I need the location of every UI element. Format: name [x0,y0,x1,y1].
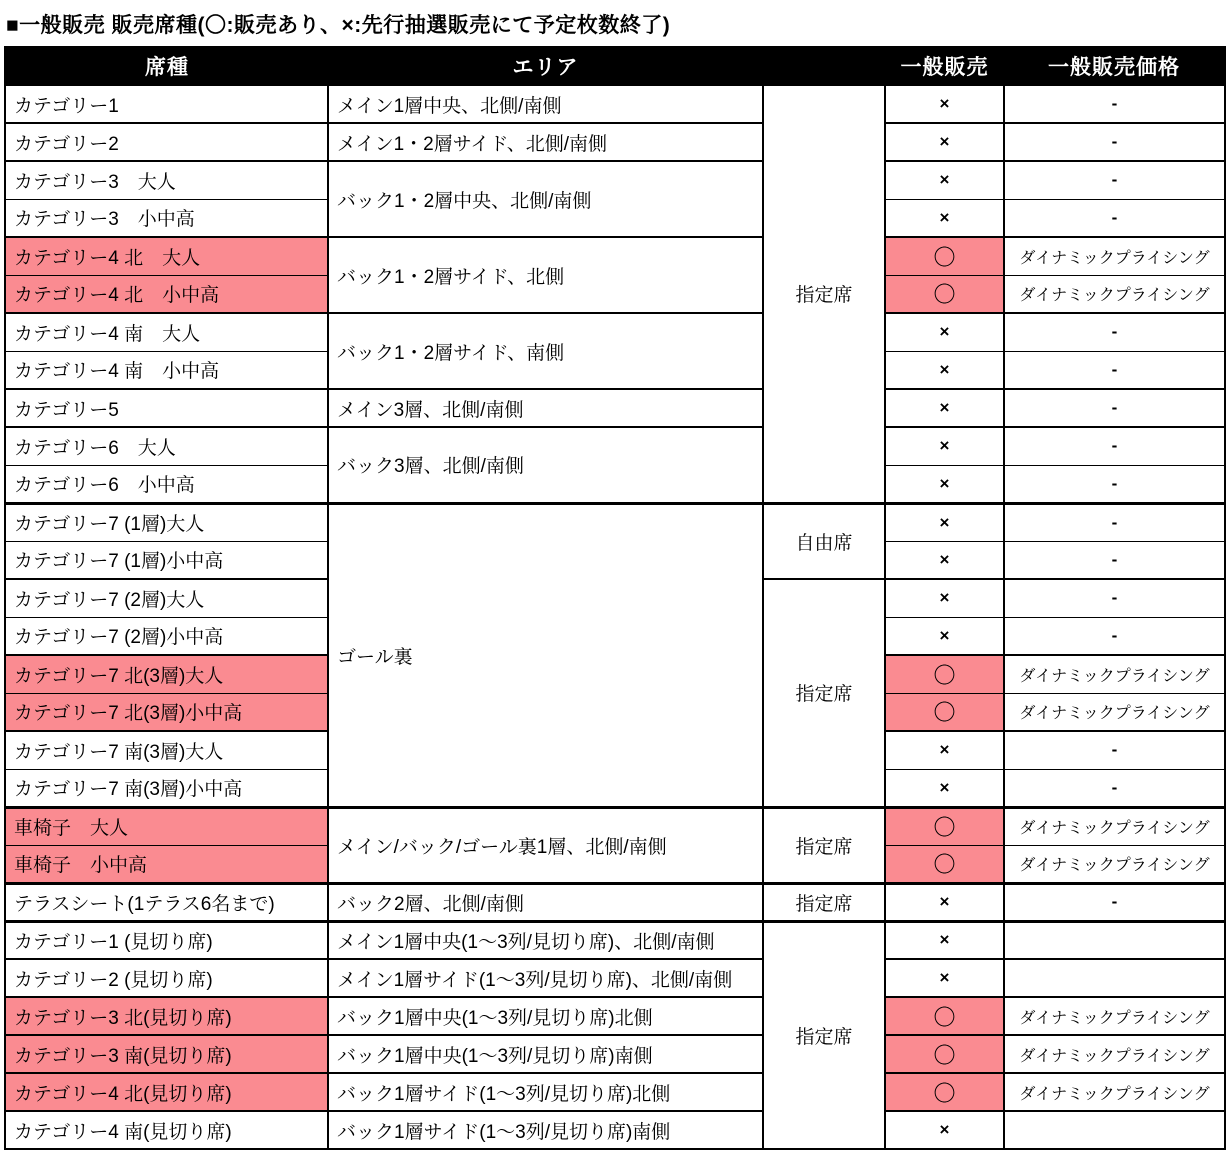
table-row-highlighted [5,807,1225,845]
price-cell [1004,1111,1225,1149]
seat-cell: カテゴリー7 南(3層)大人 [5,731,328,769]
area-cell: メイン1層サイド(1〜3列/見切り席)、北側/南側 [328,959,763,997]
price-cell: - [1004,465,1225,503]
area-cell: バック1層中央(1〜3列/見切り席)南側 [328,1035,763,1073]
price-cell: - [1004,541,1225,579]
sale-cell: × [885,769,1004,807]
sale-cell: × [885,883,1004,921]
col-header-class [763,47,885,85]
table-row [5,1111,1225,1149]
seat-cell: カテゴリー7 南(3層)小中高 [5,769,328,807]
table-row [5,313,1225,351]
seat-cell: 車椅子 小中高 [5,845,328,883]
price-cell: - [1004,313,1225,351]
sale-cell: × [885,389,1004,427]
area-cell: メイン3層、北側/南側 [328,389,763,427]
seat-cell: カテゴリー4 北 大人 [5,237,328,275]
seat-cell: カテゴリー7 (2層)小中高 [5,617,328,655]
table-row [5,959,1225,997]
sale-cell: × [885,465,1004,503]
col-header-price: 一般販売価格 [1004,47,1225,85]
price-cell: - [1004,199,1225,237]
price-cell: - [1004,123,1225,161]
sale-cell: 〇 [885,693,1004,731]
price-cell: - [1004,579,1225,617]
seat-cell: カテゴリー3 大人 [5,161,328,199]
sale-cell: 〇 [885,1073,1004,1111]
sale-cell: × [885,959,1004,997]
class-cell: 指定席 [763,883,885,921]
seat-cell: カテゴリー4 北 小中高 [5,275,328,313]
sale-cell: × [885,123,1004,161]
area-cell: メイン1層中央、北側/南側 [328,85,763,123]
class-cell: 指定席 [763,921,885,1149]
sale-cell: × [885,313,1004,351]
price-cell: ダイナミックプライシング [1004,845,1225,883]
area-cell: メイン/バック/ゴール裏1層、北側/南側 [328,807,763,883]
price-cell: - [1004,731,1225,769]
price-cell: - [1004,769,1225,807]
class-cell: 指定席 [763,579,885,807]
seat-cell: カテゴリー2 [5,123,328,161]
seat-cell: カテゴリー7 (1層)大人 [5,503,328,541]
price-cell: ダイナミックプライシング [1004,275,1225,313]
price-cell: ダイナミックプライシング [1004,1073,1225,1111]
price-cell: ダイナミックプライシング [1004,1035,1225,1073]
sale-cell: × [885,503,1004,541]
sale-cell: 〇 [885,997,1004,1035]
sale-cell: × [885,921,1004,959]
sale-cell: × [885,427,1004,465]
seat-cell: カテゴリー3 北(見切り席) [5,997,328,1035]
price-cell: - [1004,427,1225,465]
page-title: ■一般販売 販売席種(〇:販売あり、×:先行抽選販売にて予定枚数終了) [6,14,671,37]
price-cell: - [1004,85,1225,123]
area-cell: バック3層、北側/南側 [328,427,763,503]
sale-cell: × [885,1111,1004,1149]
sale-cell: 〇 [885,1035,1004,1073]
seat-cell: カテゴリー7 (2層)大人 [5,579,328,617]
price-cell: - [1004,883,1225,921]
table-row [5,85,1225,123]
price-cell: - [1004,617,1225,655]
table-row-highlighted [5,997,1225,1035]
class-cell: 自由席 [763,503,885,579]
seat-cell: テラスシート(1テラス6名まで) [5,883,328,921]
seat-cell: カテゴリー4 南 小中高 [5,351,328,389]
table-row-highlighted [5,237,1225,275]
price-cell: ダイナミックプライシング [1004,237,1225,275]
price-cell: ダイナミックプライシング [1004,693,1225,731]
price-cell: - [1004,161,1225,199]
class-cell: 指定席 [763,807,885,883]
seat-cell: カテゴリー4 南(見切り席) [5,1111,328,1149]
table-row [5,161,1225,199]
sale-cell: × [885,85,1004,123]
seat-cell: カテゴリー7 (1層)小中高 [5,541,328,579]
sale-cell: × [885,541,1004,579]
seat-cell: カテゴリー7 北(3層)大人 [5,655,328,693]
seat-cell: カテゴリー6 大人 [5,427,328,465]
col-header-seat: 席種 [5,47,328,85]
table-row [5,921,1225,959]
table-row [5,883,1225,921]
sale-cell: × [885,617,1004,655]
seat-cell: カテゴリー1 [5,85,328,123]
col-header-area: エリア [328,47,763,85]
area-cell: メイン1・2層サイド、北側/南側 [328,123,763,161]
table-row [5,389,1225,427]
table-row-highlighted [5,1035,1225,1073]
class-cell: 指定席 [763,85,885,503]
sale-cell: 〇 [885,237,1004,275]
area-cell: バック2層、北側/南側 [328,883,763,921]
price-cell: - [1004,389,1225,427]
area-cell: バック1層サイド(1〜3列/見切り席)南側 [328,1111,763,1149]
sale-cell: × [885,351,1004,389]
seat-cell: カテゴリー3 小中高 [5,199,328,237]
area-cell: メイン1層中央(1〜3列/見切り席)、北側/南側 [328,921,763,959]
seat-cell: カテゴリー2 (見切り席) [5,959,328,997]
col-header-sale: 一般販売 [885,47,1004,85]
sale-cell: × [885,199,1004,237]
seat-cell: カテゴリー1 (見切り席) [5,921,328,959]
seat-cell: カテゴリー4 北(見切り席) [5,1073,328,1111]
table-row-highlighted [5,1073,1225,1111]
ticket-sales-table [4,46,1226,1150]
seat-cell: 車椅子 大人 [5,807,328,845]
price-cell [1004,921,1225,959]
price-cell: ダイナミックプライシング [1004,655,1225,693]
seat-cell: カテゴリー5 [5,389,328,427]
table-row [5,503,1225,541]
price-cell: ダイナミックプライシング [1004,997,1225,1035]
table-row [5,123,1225,161]
area-cell: バック1層中央(1〜3列/見切り席)北側 [328,997,763,1035]
sale-cell: × [885,579,1004,617]
area-cell: バック1層サイド(1〜3列/見切り席)北側 [328,1073,763,1111]
area-cell: バック1・2層中央、北側/南側 [328,161,763,237]
price-cell: - [1004,351,1225,389]
area-cell: バック1・2層サイド、南側 [328,313,763,389]
sale-cell: 〇 [885,655,1004,693]
sale-cell: × [885,731,1004,769]
sale-cell: 〇 [885,275,1004,313]
sale-cell: 〇 [885,845,1004,883]
sale-cell: 〇 [885,807,1004,845]
sale-cell: × [885,161,1004,199]
table-row [5,427,1225,465]
area-cell: バック1・2層サイド、北側 [328,237,763,313]
area-cell: ゴール裏 [328,503,763,807]
price-cell: - [1004,503,1225,541]
seat-cell: カテゴリー4 南 大人 [5,313,328,351]
seat-cell: カテゴリー3 南(見切り席) [5,1035,328,1073]
price-cell: ダイナミックプライシング [1004,807,1225,845]
price-cell [1004,959,1225,997]
seat-cell: カテゴリー6 小中高 [5,465,328,503]
header-row [5,47,1225,85]
seat-cell: カテゴリー7 北(3層)小中高 [5,693,328,731]
